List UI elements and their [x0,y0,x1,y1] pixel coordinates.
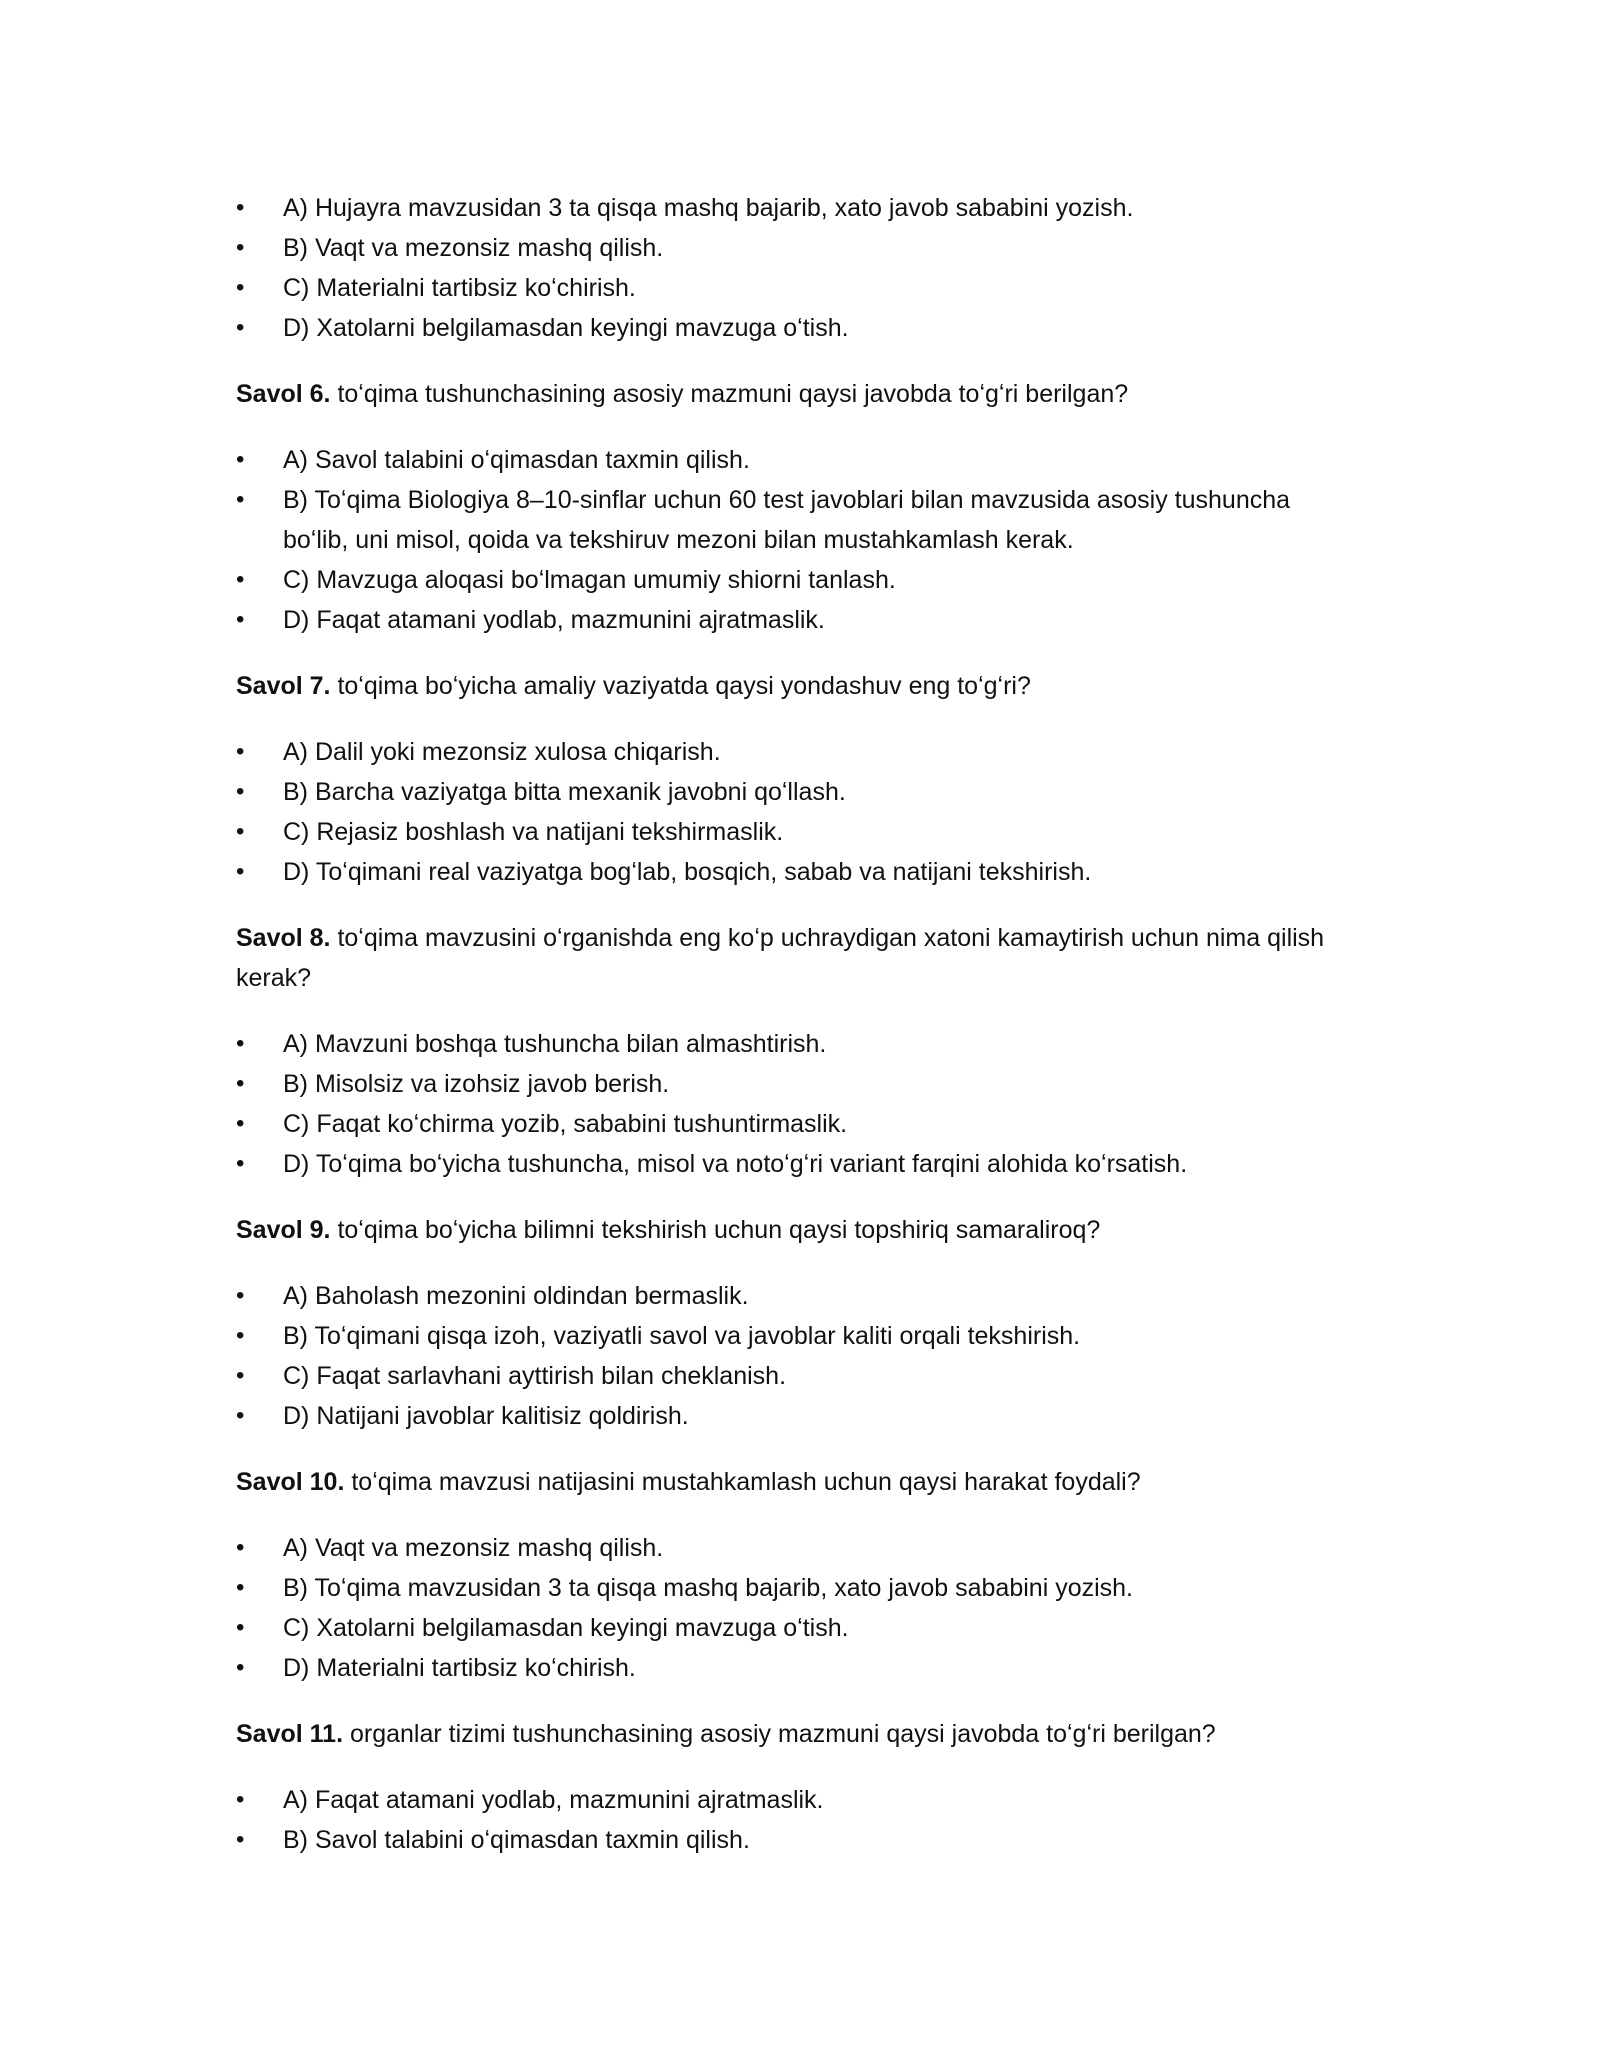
option-item [236,480,1356,560]
question-label: Savol 7. [236,672,331,700]
option-item [236,600,1356,640]
option-item [236,228,1356,268]
bullet-icon: • [236,1110,245,1137]
option-item [236,1608,1356,1648]
option-item [236,308,1356,348]
option-text: B) Toʻqima Biologiya 8–10-sinflar uchun 60 test javoblari bilan mavzusida asosiy tushuncha boʻlib, uni misol, qoida va tekshiruv mezoni bilan mustahkamlash kerak. [283,486,1291,554]
option-text: A) Hujayra mavzusidan 3 ta qisqa mashq bajarib, xato javob sababini yozish. [283,194,1134,222]
question-label: Savol 6. [236,380,331,408]
option-text: A) Vaqt va mezonsiz mashq qilish. [283,1534,664,1562]
option-item [236,1356,1356,1396]
option-item [236,1396,1356,1436]
option-text: B) Misolsiz va izohsiz javob berish. [283,1070,670,1098]
question-text: toʻqima mavzusini oʻrganishda eng koʻp uchraydigan xatoni kamaytirish uchun nima qilish kerak? [236,924,1325,992]
question-9 [236,1210,1356,1250]
option-list [236,1024,1356,1184]
question-text: toʻqima mavzusi natijasini mustahkamlash uchun qaysi harakat foydali? [344,1468,1141,1496]
option-list [236,732,1356,892]
option-text: C) Faqat koʻchirma yozib, sababini tushuntirmaslik. [283,1110,848,1138]
question-10 [236,1462,1356,1502]
option-text: A) Savol talabini oʻqimasdan taxmin qilish. [283,446,750,474]
option-text: A) Faqat atamani yodlab, mazmunini ajratmaslik. [283,1786,824,1814]
bullet-icon: • [236,778,245,805]
option-text: D) Materialni tartibsiz koʻchirish. [283,1654,636,1682]
question-6 [236,374,1356,414]
option-text: C) Mavzuga aloqasi boʻlmagan umumiy shiorni tanlash. [283,566,896,594]
bullet-icon: • [236,566,245,593]
bullet-icon: • [236,1574,245,1601]
bullet-icon: • [236,1030,245,1057]
bullet-icon: • [236,1534,245,1561]
document-page [236,188,1356,1860]
bullet-icon: • [236,446,245,473]
option-text: A) Dalil yoki mezonsiz xulosa chiqarish. [283,738,721,766]
bullet-icon: • [236,858,245,885]
bullet-icon: • [236,1786,245,1813]
option-list [236,1276,1356,1436]
option-item [236,188,1356,228]
question-text: toʻqima boʻyicha amaliy vaziyatda qaysi yondashuv eng toʻgʻri? [330,672,1031,700]
option-item [236,1648,1356,1688]
bullet-icon: • [236,1826,245,1853]
bullet-icon: • [236,1282,245,1309]
bullet-icon: • [236,1362,245,1389]
option-text: B) Barcha vaziyatga bitta mexanik javobni qoʻllash. [283,778,846,806]
option-item [236,1568,1356,1608]
option-text: D) Toʻqimani real vaziyatga bogʻlab, bosqich, sabab va natijani tekshirish. [283,858,1092,886]
question-text: toʻqima boʻyicha bilimni tekshirish uchun qaysi topshiriq samaraliroq? [330,1216,1101,1244]
option-item [236,440,1356,480]
option-text: B) Savol talabini oʻqimasdan taxmin qilish. [283,1826,750,1854]
question-label: Savol 9. [236,1216,331,1244]
option-list [236,440,1356,640]
option-item [236,1024,1356,1064]
bullet-icon: • [236,1150,245,1177]
option-item [236,1820,1356,1860]
option-item [236,1528,1356,1568]
option-text: D) Natijani javoblar kalitisiz qoldirish. [283,1402,689,1430]
option-item [236,732,1356,772]
question-text: organlar tizimi tushunchasining asosiy mazmuni qaysi javobda toʻgʻri berilgan? [343,1720,1216,1748]
question-11 [236,1714,1356,1754]
bullet-icon: • [236,818,245,845]
option-item [236,1780,1356,1820]
bullet-icon: • [236,1070,245,1097]
option-text: C) Materialni tartibsiz koʻchirish. [283,274,636,302]
option-text: B) Toʻqima mavzusidan 3 ta qisqa mashq bajarib, xato javob sababini yozish. [283,1574,1133,1602]
option-item [236,268,1356,308]
option-item [236,852,1356,892]
bullet-icon: • [236,1402,245,1429]
bullet-icon: • [236,194,245,221]
option-list [236,188,1356,348]
option-item [236,560,1356,600]
bullet-icon: • [236,314,245,341]
option-text: C) Xatolarni belgilamasdan keyingi mavzuga oʻtish. [283,1614,849,1642]
option-text: B) Toʻqimani qisqa izoh, vaziyatli savol va javoblar kaliti orqali tekshirish. [283,1322,1081,1350]
option-item [236,1276,1356,1316]
bullet-icon: • [236,234,245,261]
option-text: B) Vaqt va mezonsiz mashq qilish. [283,234,664,262]
option-text: D) Faqat atamani yodlab, mazmunini ajratmaslik. [283,606,825,634]
bullet-icon: • [236,738,245,765]
bullet-icon: • [236,274,245,301]
option-item [236,1064,1356,1104]
bullet-icon: • [236,1322,245,1349]
bullet-icon: • [236,606,245,633]
question-7 [236,666,1356,706]
bullet-icon: • [236,1654,245,1681]
bullet-icon: • [236,486,245,513]
question-label: Savol 11. [236,1720,344,1748]
question-8 [236,918,1356,998]
option-list [236,1780,1356,1860]
question-label: Savol 8. [236,924,331,952]
question-text: toʻqima tushunchasining asosiy mazmuni qaysi javobda toʻgʻri berilgan? [330,380,1129,408]
option-item [236,812,1356,852]
option-item [236,772,1356,812]
option-item [236,1104,1356,1144]
option-item [236,1316,1356,1356]
option-item [236,1144,1356,1184]
option-text: C) Faqat sarlavhani ayttirish bilan cheklanish. [283,1362,787,1390]
option-text: A) Mavzuni boshqa tushuncha bilan almashtirish. [283,1030,827,1058]
option-text: D) Xatolarni belgilamasdan keyingi mavzuga oʻtish. [283,314,849,342]
option-text: C) Rejasiz boshlash va natijani tekshirmaslik. [283,818,784,846]
option-text: D) Toʻqima boʻyicha tushuncha, misol va notoʻgʻri variant farqini alohida koʻrsatish. [283,1150,1188,1178]
question-label: Savol 10. [236,1468,345,1496]
option-text: A) Baholash mezonini oldindan bermaslik. [283,1282,749,1310]
bullet-icon: • [236,1614,245,1641]
option-list [236,1528,1356,1688]
